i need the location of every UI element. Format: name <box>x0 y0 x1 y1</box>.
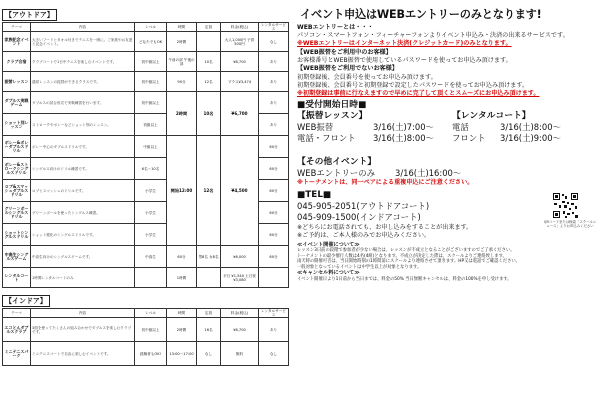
rental-front-label: フロント <box>452 133 486 144</box>
web-furikae-user-title: 【WEB振替をご利用中のお客様】 <box>297 49 392 57</box>
row-desc: ダブルスの試合形式で実戦練習を行います。 <box>31 92 135 114</box>
tel-title: ■TEL■ <box>297 190 332 201</box>
rental-title: 【レンタルコート】 <box>452 110 531 121</box>
row-desc: 大きいフードとタオル付きでテニスを一緒に。ご家族やお友達と記念イベント。 <box>31 32 135 52</box>
other-row <box>297 168 597 179</box>
tel-note-1: ※どちらにお電話されても、お申し込みをすることが出来ます。 <box>297 223 473 231</box>
qr-code-icon[interactable] <box>552 192 579 219</box>
col-time: 時間 <box>167 23 197 32</box>
rental-front-row <box>452 133 561 144</box>
table-row <box>3 136 289 158</box>
table-row <box>3 72 289 92</box>
start-title: ■受付開始日時■ <box>297 99 367 110</box>
lesson-phone-label: 電話・フロント <box>297 133 356 144</box>
row-fee: 平日 ¥1,540 土日祝 ¥3,080 <box>221 268 259 288</box>
tel-outdoor: 045-905-2051(アウトドアコート) <box>297 201 430 212</box>
other-title: 【その他イベント】 <box>297 156 377 167</box>
indoor-section-title: 【インドア】 <box>2 295 50 307</box>
outdoor-header-row <box>3 23 289 32</box>
row-fee: ¥6,700 <box>221 52 259 72</box>
row-rental: あり <box>259 318 289 342</box>
event-rule: レッスン3日前の段階で参加者が少ない場合は、レッスンが不成立となることがございますのでご了承ください。 <box>297 248 515 254</box>
rental-phone-row <box>452 122 561 133</box>
col-rental: レンタルサービス <box>259 23 289 32</box>
row-level: 6名〜10名 <box>135 158 167 180</box>
row-rental: 60分 <box>259 224 289 246</box>
tel-note-2: ※ご予約は、ご本人様のみでお申込みください。 <box>297 231 431 239</box>
col-desc: 内容 <box>31 23 135 32</box>
row-time: 90分 <box>167 72 197 92</box>
col-theme: テーマ <box>3 309 31 318</box>
row-time: 2時間 <box>167 32 197 52</box>
outdoor-section-title: 【アウトドア】 <box>2 9 57 21</box>
col-fee: 料金(税込) <box>221 23 259 32</box>
notice-panel <box>297 6 597 282</box>
row-level: 初中級以上 <box>135 72 167 92</box>
initial-registration-warning: ※初期登録は事前に行なえますので早めに完了して頂くとスムーズにお申込み頂けます。 <box>297 89 540 97</box>
lesson-web-row <box>297 122 434 133</box>
col-level: レベル <box>135 23 167 32</box>
indoor-table <box>2 308 289 366</box>
fineprint <box>297 242 597 283</box>
web-furikae-nonuser-desc1: 初期登録後、会員番号を使ってお申込み頂けます。 <box>297 73 437 81</box>
row-cap: 16名 <box>197 318 221 342</box>
row-desc: ストロークやボレーなどショット別のレッスン。 <box>31 114 135 136</box>
row-time: 13:00〜17:00 <box>167 342 197 366</box>
col-capacity: 定員 <box>197 309 221 318</box>
row-theme: グリーンボールシングルスドリル <box>3 202 31 224</box>
row-rental: 60分 <box>259 202 289 224</box>
row-level: 初中級以上 <box>135 318 167 342</box>
web-entry-desc: パソコン・スマートフォン・フィーチャーフォンよりイベント申込み・決済の出来るサービスです。 <box>297 32 569 40</box>
cancel-rule: イベント開催日より1日前から当日までは、料金の50% 当日無断キャンセルは、料金の100%を申し受けます。 <box>297 276 512 282</box>
row-rental: あり <box>259 72 289 92</box>
table-row <box>3 32 289 52</box>
row-theme: ボレー&ボレーダブルスドリル <box>3 136 31 158</box>
row-desc: ショット強化のシングルスドリルです。 <box>31 224 135 246</box>
row-level: 小学生 <box>135 180 167 202</box>
row-theme: クラブ合宿 <box>3 52 31 72</box>
row-theme: 家族記念イベント <box>3 32 31 52</box>
row-fee: 無料 <box>221 342 259 366</box>
lesson-web-label: WEB振替 <box>297 121 334 132</box>
row-time: 2時間 <box>167 318 197 342</box>
row-desc: クラブコートで1日中テニスを楽しむイベントです。 <box>31 52 135 72</box>
row-fee: プラス¥3,474 <box>221 72 259 92</box>
row-rental: 60分 <box>259 136 289 158</box>
row-desc: 通常レッスンの振替ができるクラスです。 <box>31 72 135 92</box>
row-rental: 60分 <box>259 158 289 180</box>
col-theme: テーマ <box>3 23 31 32</box>
page-title: イベント申込はWEBエントリーのみとなります! <box>300 8 542 21</box>
row-desc: ロブとスマッシュのドリルです。 <box>31 180 135 202</box>
row-theme: 中高生シングルスゲーム <box>3 246 31 268</box>
row-time: 60分 <box>167 246 197 268</box>
event-rule: 一般対象となっているイベントは中学生以上が対象となります。 <box>297 264 422 270</box>
col-desc: 内容 <box>31 309 135 318</box>
web-furikae-user-desc: お客様番号とWEB振替で使用しているパスワードを使ってお申込み頂けます。 <box>297 57 512 65</box>
row-rental: あり <box>259 52 289 72</box>
web-entry-warning: ※WEBエントリーはインターネット決済(クレジットカード)のみとなります。 <box>297 40 512 48</box>
row-desc: 中高生向けのシングルスゲームです。 <box>31 246 135 268</box>
row-level: 中級以上 <box>135 136 167 158</box>
tournament-warning: ※トーナメントは、同一ペアによる重複申込にご注意ください。 <box>297 179 474 187</box>
row-theme: エコとんダブルスクラブ <box>3 318 31 342</box>
row-rental: あり <box>259 114 289 136</box>
row-desc: 1時間レンタルコートのみ <box>31 268 135 288</box>
col-capacity: 定員 <box>197 23 221 32</box>
lesson-web-value: 3/16(土)7:00〜 <box>373 121 434 132</box>
row-cap <box>197 32 221 52</box>
rental-phone-label: 電話 <box>452 121 469 132</box>
row-cap: なし <box>197 342 221 366</box>
row-desc: 3面を使ってたくさんの組み合わせでダブルスを楽しむクラブです。 <box>31 318 135 342</box>
row-theme: ロブ&スマッシュダブルスドリル <box>3 180 31 202</box>
row-cap <box>197 268 221 288</box>
row-rental: あり <box>259 92 289 114</box>
lesson-block <box>297 111 434 144</box>
rental-phone-value: 3/16(土)8:00〜 <box>500 121 561 132</box>
merged-cap: 12名 <box>197 136 221 246</box>
row-cap: 10名 <box>197 52 221 72</box>
row-rental: なし <box>259 32 289 52</box>
col-fee: 料金(税込) <box>221 309 259 318</box>
row-theme: ショット別レッスン <box>3 114 31 136</box>
table-row <box>3 52 289 72</box>
web-entry-intro: WEBエントリーとは・・・ <box>297 24 374 31</box>
table-row <box>3 342 289 366</box>
merged-cap: 10名 <box>197 92 221 136</box>
rental-block <box>452 111 561 144</box>
row-level: 経験者もOK! <box>135 342 167 366</box>
table-row <box>3 318 289 342</box>
row-rental <box>259 268 289 288</box>
row-cap: 12名 <box>197 72 221 92</box>
table-row <box>3 246 289 268</box>
schedule-panel <box>2 2 288 366</box>
merged-time: 開始12:00 <box>167 136 197 246</box>
merged-time: 2時間 <box>167 92 197 136</box>
rental-front-value: 3/16(土)9:00〜 <box>500 133 561 144</box>
lesson-phone-row <box>297 133 434 144</box>
row-level: 初中級以上 <box>135 52 167 72</box>
event-rule: 雨天時の開催可否は、当日開始時刻の1時間前にスクールより連絡させて頂きます。HP又は電話でご確認ください。 <box>297 259 520 265</box>
row-theme: ボレー&ストロークシングルスドリル <box>3 158 31 180</box>
event-rule: トーナメントの最少催行人数は4名(4組)となります。不成立が決定した際は、スクールよりご連絡致します。 <box>297 253 507 259</box>
table-row <box>3 92 289 114</box>
table-row <box>3 268 289 288</box>
row-theme: レンタルコート <box>3 268 31 288</box>
row-level <box>135 268 167 288</box>
col-level: レベル <box>135 309 167 318</box>
row-desc: グリーンボールを使ったシングルス練習。 <box>31 202 135 224</box>
col-rental: レンタルサービス <box>259 309 289 318</box>
row-desc: シングルス向けのドリル練習です。 <box>31 158 135 180</box>
indoor-header-row <box>3 309 289 318</box>
row-level: 初中級以上 <box>135 92 167 114</box>
other-label: WEBエントリーのみ <box>297 167 375 178</box>
web-furikae-nonuser-desc2: 初期登録後、会員番号と初期登録で設定したパスワードを使ってお申込み頂けます。 <box>297 81 529 89</box>
other-value: 3/16(土)16:00〜 <box>395 167 462 178</box>
tel-indoor: 045-909-1500(インドアコート) <box>297 212 421 223</box>
row-theme: ショットシングルスドリル <box>3 224 31 246</box>
row-time: 午前の部 午後の部 <box>167 52 197 72</box>
row-time: 1時間 <box>167 268 197 288</box>
row-theme: 振替レッスン <box>3 72 31 92</box>
event-rules-title: ≪イベント開催について≫ <box>297 241 360 248</box>
row-fee: ¥6,700 <box>221 318 259 342</box>
merged-fee: ¥6,700 <box>221 92 259 136</box>
row-level: 中高生 <box>135 246 167 268</box>
row-level: 初級以上 <box>135 114 167 136</box>
row-cap: 男8名 女8名 <box>197 246 221 268</box>
merged-fee: ¥4,500 <box>221 136 259 246</box>
qr-caption: QRコードまたは検索「スクールニュース」よりお申込みください <box>543 220 597 229</box>
lesson-phone-value: 3/16(土)8:00〜 <box>373 133 434 144</box>
row-rental: なし <box>259 342 289 366</box>
row-rental: 60分 <box>259 246 289 268</box>
row-rental: 60分 <box>259 180 289 202</box>
cancel-rules-title: ≪キャンセル料について≫ <box>297 270 360 277</box>
row-theme: ダブルス実戦ゲーム <box>3 92 31 114</box>
lesson-title: 【振替レッスン】 <box>297 110 368 121</box>
row-level: どなたでもOK <box>135 32 167 52</box>
row-fee: ¥6,000 <box>221 246 259 268</box>
web-furikae-nonuser-title: 【WEB振替をご利用でないお客様】 <box>297 65 398 73</box>
row-desc: ボレー中心のダブルスドリルです。 <box>31 136 135 158</box>
row-level: 小学生 <box>135 224 167 246</box>
row-level: 小学生 <box>135 202 167 224</box>
row-desc: ミニテニスコートで自由に楽しむイベントです。 <box>31 342 135 366</box>
row-fee: 大人1,000円 子供500円 <box>221 32 259 52</box>
col-time: 時間 <box>167 309 197 318</box>
row-theme: ミニテニスパーク <box>3 342 31 366</box>
outdoor-table <box>2 22 289 288</box>
